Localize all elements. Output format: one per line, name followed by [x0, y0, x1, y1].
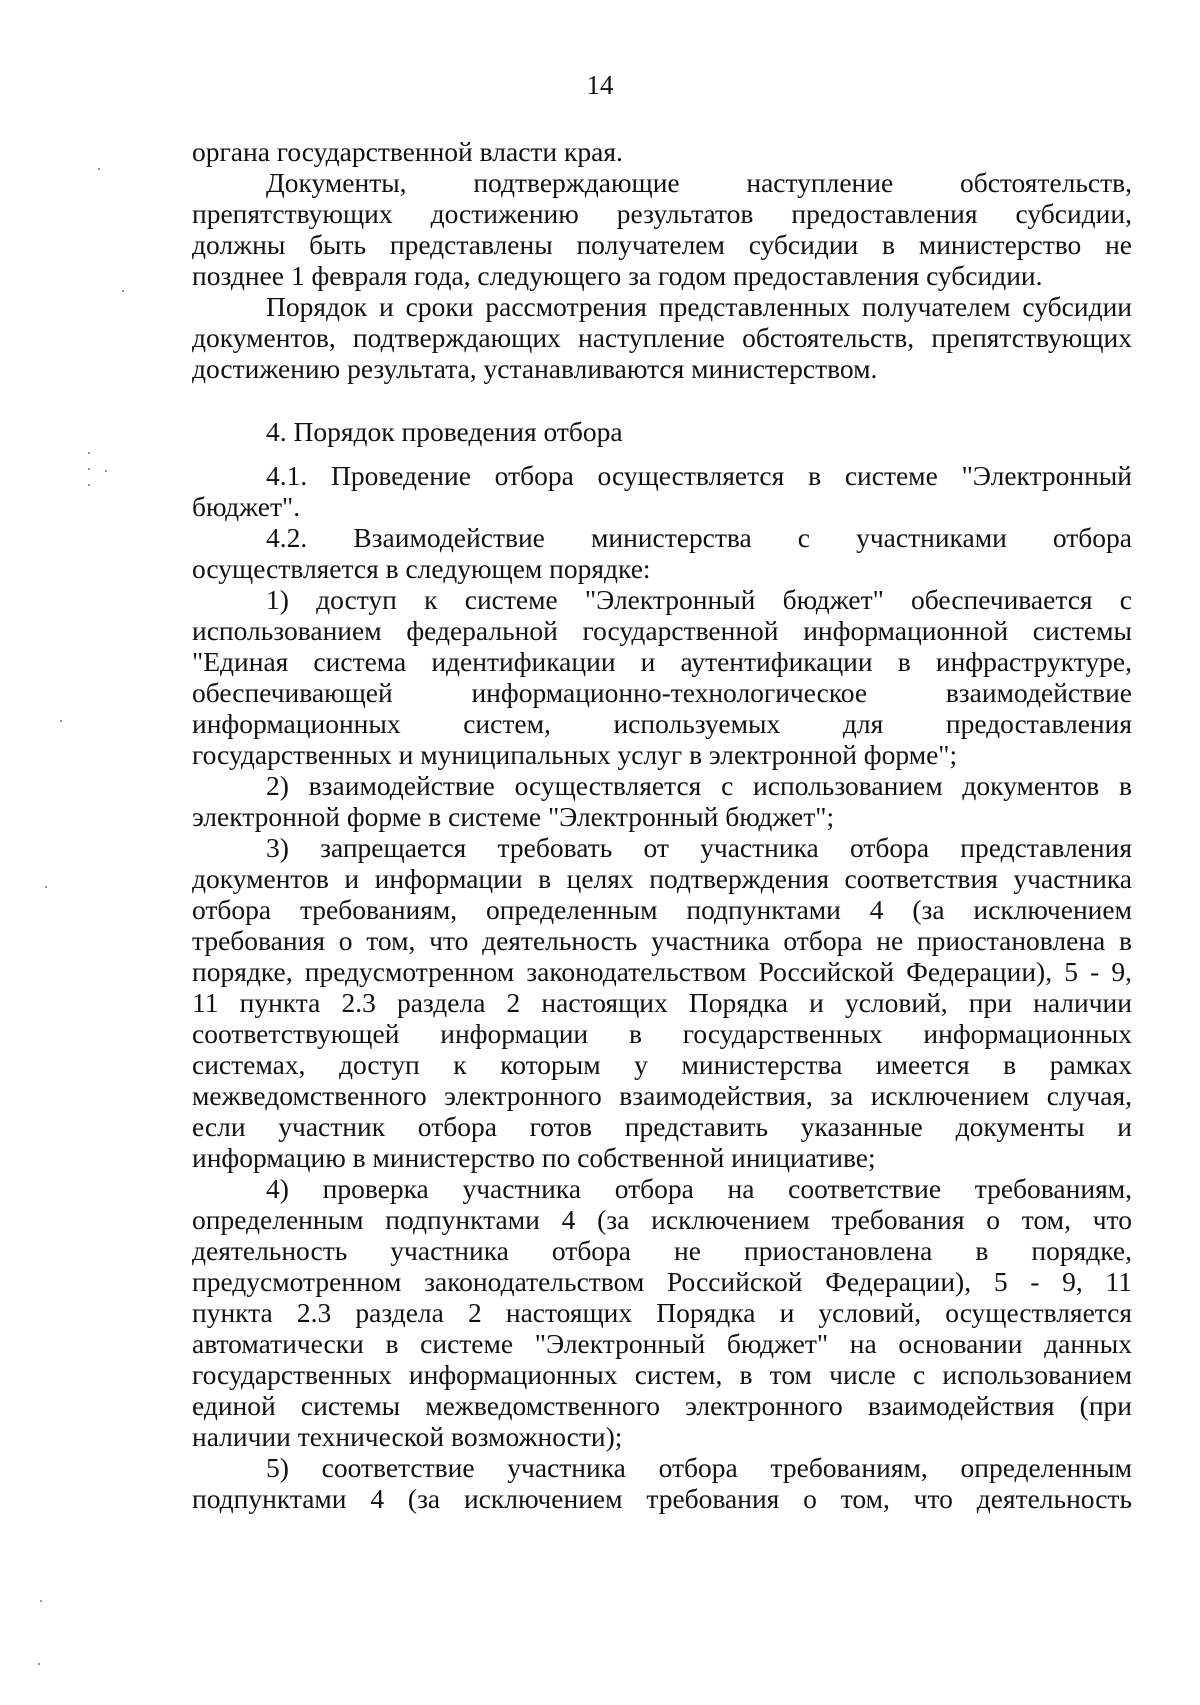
text-line: достижению результата, устанавливаются министерством. [192, 353, 878, 384]
text-line: препятствующих достижению результатов предоставления субсидии, [192, 198, 1132, 229]
text-line: межведомственного электронного взаимодействия, за исключением случая, [192, 1080, 1132, 1111]
text-line: если участник отбора готов представить указанные документы и [192, 1111, 1132, 1142]
text-line: 11 пункта 2.3 раздела 2 настоящих Порядка и условий, при наличии [192, 987, 1132, 1018]
text-line: системах, доступ к которым у министерства имеется в рамках [192, 1049, 1132, 1080]
text-line: требования о том, что деятельность участника отбора не приостановлена в [192, 925, 1132, 956]
text-line: 4) проверка участника отбора на соответствие требованиям, [266, 1173, 1132, 1204]
text-line: подпунктами 4 (за исключением требования о том, что деятельность [192, 1483, 1132, 1514]
text-line: 3) запрещается требовать от участника отбора представления [266, 832, 1132, 863]
text-line: должны быть представлены получателем субсидии в министерство не [192, 229, 1132, 260]
text-line: порядке, предусмотренном законодательством Российской Федерации), 5 - 9, [192, 956, 1132, 987]
text-line: позднее 1 февраля года, следующего за годом предоставления субсидии. [192, 260, 1043, 291]
text-line: Документы, подтверждающие наступление обстоятельств, [266, 167, 1132, 198]
text-line: Порядок и сроки рассмотрения представленных получателем субсидии [266, 291, 1132, 322]
text-line: "Единая система идентификации и аутентификации в инфраструктуре, [192, 646, 1132, 677]
text-line: органа государственной власти края. [192, 136, 623, 167]
text-line: 1) доступ к системе "Электронный бюджет" обеспечивается с [266, 584, 1132, 615]
text-line: 2) взаимодействие осуществляется с использованием документов в [266, 770, 1132, 801]
text-line: определенным подпунктами 4 (за исключением требования о том, что [192, 1204, 1132, 1235]
text-line: 5) соответствие участника отбора требованиям, определенным [266, 1452, 1132, 1483]
page-number: 14 [586, 70, 614, 100]
text-line: осуществляется в следующем порядке: [192, 553, 651, 584]
section-heading: 4. Порядок проведения отбора [266, 416, 623, 447]
text-line: деятельность участника отбора не приостановлена в порядке, [192, 1235, 1132, 1266]
text-line: отбора требованиям, определенным подпунктами 4 (за исключением [192, 894, 1132, 925]
text-line: соответствующей информации в государственных информационных [192, 1018, 1132, 1049]
text-line: информационных систем, используемых для предоставления [192, 708, 1132, 739]
text-line: 4.2. Взаимодействие министерства с участниками отбора [266, 522, 1132, 553]
text-line: обеспечивающей информационно-технологическое взаимодействие [192, 677, 1132, 708]
text-line: бюджет". [192, 491, 301, 522]
text-line: автоматически в системе "Электронный бюджет" на основании данных [192, 1328, 1132, 1359]
text-line: документов, подтверждающих наступление обстоятельств, препятствующих [192, 322, 1132, 353]
text-line: государственных информационных систем, в том числе с использованием [192, 1359, 1132, 1390]
text-line: документов и информации в целях подтверждения соответствия участника [192, 863, 1132, 894]
text-line: наличии технической возможности); [192, 1421, 623, 1452]
text-line: информацию в министерство по собственной инициативе; [192, 1142, 876, 1173]
text-line: предусмотренном законодательством Российской Федерации), 5 - 9, 11 [192, 1266, 1132, 1297]
text-line: единой системы межведомственного электронного взаимодействия (при [192, 1390, 1132, 1421]
text-line: 4.1. Проведение отбора осуществляется в системе "Электронный [266, 460, 1132, 491]
text-line: пункта 2.3 раздела 2 настоящих Порядка и условий, осуществляется [192, 1297, 1132, 1328]
text-line: электронной форме в системе "Электронный бюджет"; [192, 801, 835, 832]
text-line: использованием федеральной государственной информационной системы [192, 615, 1132, 646]
text-line: государственных и муниципальных услуг в электронной форме"; [192, 739, 958, 770]
